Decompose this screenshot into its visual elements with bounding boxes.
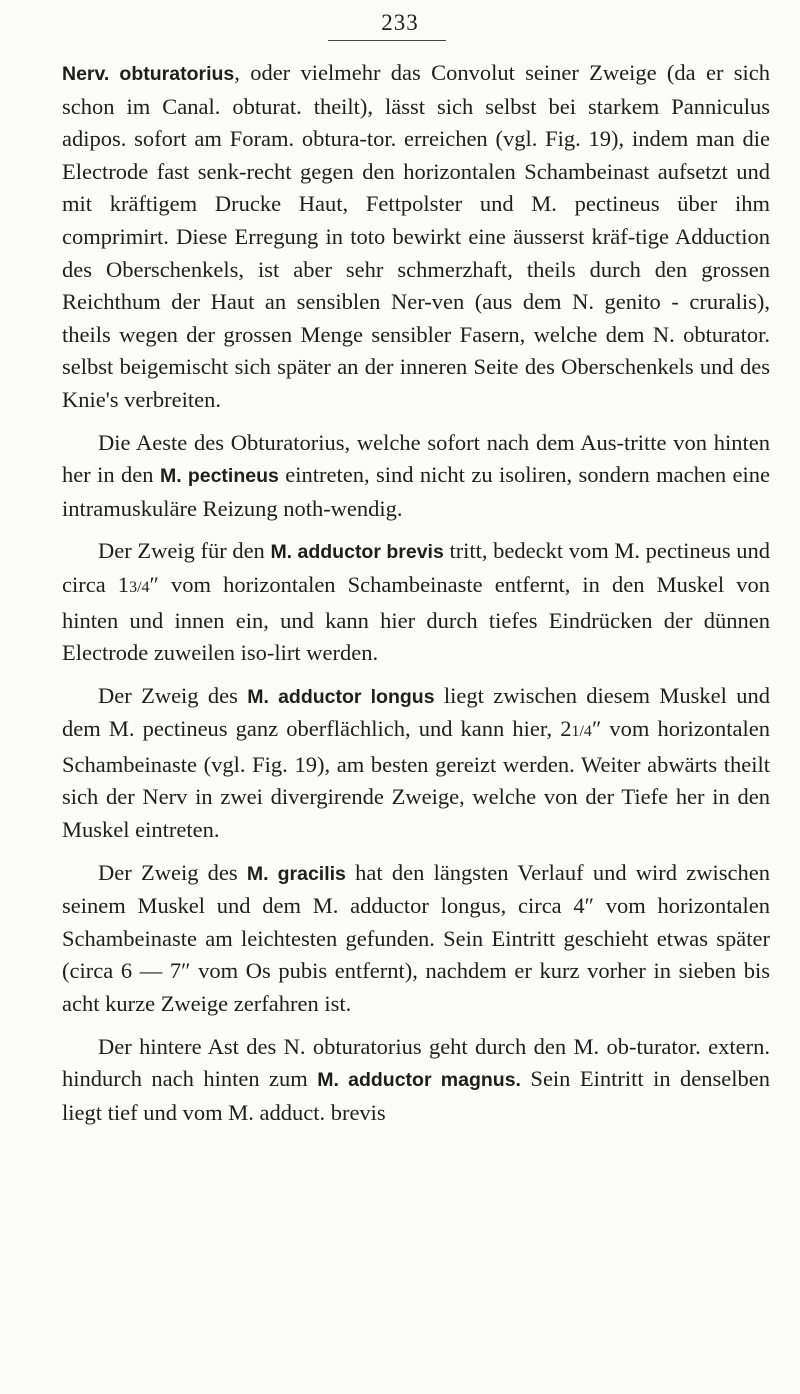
bold-term: M. adductor longus [247, 685, 435, 708]
body-text [62, 57, 770, 1139]
paragraph [62, 535, 770, 669]
text-run: hat den längsten Verlauf und wird zwischen seinem Muskel und dem M. adductor longus, circa 4″ vom horizontalen Schambeinaste am leichtesten gefunden. Sein Eintritt geschieht etwas später (circa 6 — 7″ vom Os pubis entfernt), nachdem er kurz vorher in sieben bis acht kurze Zweige zerfahren ist. [62, 859, 770, 1017]
text-run: eintreten, sind nicht zu isoliren, sondern machen eine intramuskuläre Reizung noth-wendig. [62, 462, 770, 521]
fraction: 3/4 [129, 578, 150, 596]
bold-term: M. gracilis [246, 862, 346, 885]
text-run: Der hintere Ast des N. obturatorius geht durch den M. ob-turator. extern. hindurch nach hinten zum [62, 1033, 770, 1092]
text-run: ″ vom horizontalen Schambeinaste entfernt, in den Muskel von hinten und innen ein, und kann hier durch tiefes Eindrücken der dünnen Electrode zuweilen iso-lirt werden. [62, 571, 770, 666]
text-run: Die Aeste des Obturatorius, welche sofort nach dem Aus-tritte von hinten her in den [62, 429, 770, 488]
bold-term: M. adductor magnus. [317, 1069, 521, 1092]
bold-term: Nerv. obturatorius [62, 63, 235, 85]
text-run: Der Zweig des [98, 682, 248, 708]
text-run: Der Zweig des [98, 859, 247, 885]
text-run: ″ vom horizontalen Schambeinaste (vgl. Fig. 19), am besten gereizt werden. Weiter abwärts theilt sich der Nerv in zwei divergirende Zweige, welche von der Tiefe her in den Muskel eintreten. [62, 716, 770, 843]
text-run: liegt zwischen diesem Muskel und dem M. pectineus ganz oberflächlich, und kann hier, 2 [62, 682, 770, 742]
text-run: Sein Eintritt in denselben liegt tief und vom M. adduct. brevis [62, 1066, 770, 1125]
paragraph [62, 680, 770, 847]
bold-term: M. adductor brevis [270, 541, 444, 564]
text-run: , oder vielmehr das Convolut seiner Zweige (da er sich schon im Canal. obturat. theilt), lässt sich selbst bei starkem Panniculus adipos. sofort am Foram. obtura-tor. erreichen (vgl. Fig. 19), indem man die Electrode fast senk-recht gegen den horizontalen Schambeinast aufsetzt und mit kräftigem Drucke Haut, Fettpolster und M. pectineus über ihm comprimirt. Diese Erregung in toto bewirkt eine äusserst kräf-tige Adduction des Oberschenkels, ist aber sehr schmerzhaft, theils durch den grossen Reichthum der Haut an sensiblen Ner-ven (aus dem N. genito - cruralis), theils wegen der grossen Menge sensibler Fasern, welche dem N. obturator. selbst beigemischt sich später an der inneren Seite des Oberschenkels und des Knie's verbreiten. [62, 60, 771, 412]
paragraph [62, 1031, 770, 1130]
text-run: Der Zweig für den [98, 538, 271, 564]
paragraph [62, 57, 770, 417]
paragraph [62, 857, 770, 1021]
fraction: 1/4 [571, 723, 592, 741]
bold-term: M. pectineus [159, 465, 279, 488]
paragraph [62, 427, 770, 526]
page-number: 233 [381, 10, 419, 35]
text-run: tritt, bedeckt vom M. pectineus und circa 1 [62, 538, 770, 597]
header-rule [328, 40, 446, 41]
